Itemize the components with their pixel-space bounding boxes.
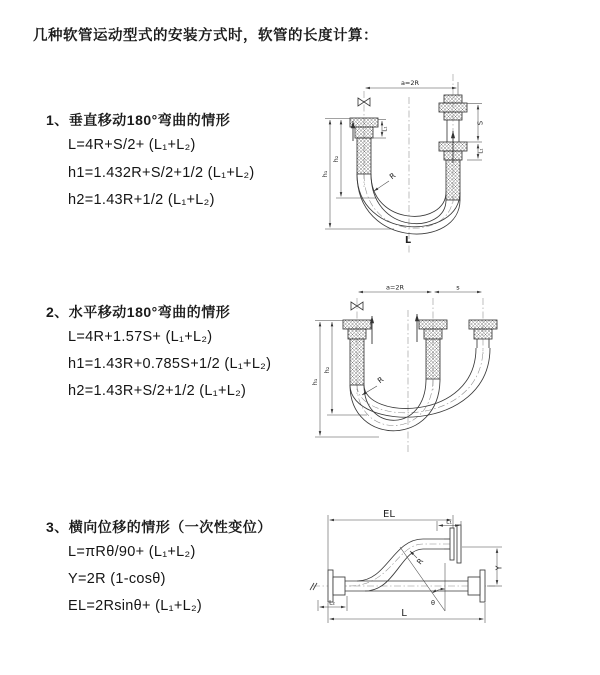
- section-3-formula-2: Y=2R (1-cosθ): [68, 571, 166, 587]
- u-bend-hose: [357, 174, 460, 234]
- page-title: 几种软管运动型式的安装方式时，软管的长度计算：: [33, 28, 378, 44]
- radius-label: R: [414, 556, 426, 567]
- centerline-break-icon: [310, 583, 317, 590]
- length-label: L: [404, 235, 412, 246]
- angle-label: θ: [431, 599, 435, 607]
- right-flange: [468, 570, 485, 602]
- section-1-formula-3: h2=1.43R+1/2 (L₁+L₂): [68, 192, 215, 208]
- left-flange: [328, 570, 345, 602]
- movement-arrows: [372, 314, 417, 344]
- dim-label-y: Y: [494, 565, 504, 571]
- left-hose-end: [343, 320, 371, 385]
- dim-label-h2: h₂: [332, 155, 340, 163]
- dim-label-shift: s: [456, 283, 460, 292]
- dim-label-l1-left: L₁: [382, 126, 389, 132]
- section-3-formula-3: EL=2Rsinθ+ (L₁+L₂): [68, 598, 203, 614]
- section-2-formula-3: h2=1.43R+S/2+1/2 (L₁+L₂): [68, 383, 247, 399]
- section-1-formula-2: h1=1.432R+S/2+1/2 (L₁+L₂): [68, 165, 255, 181]
- section-2-formula-2: h1=1.43R+0.785S+1/2 (L₁+L₂): [68, 356, 272, 372]
- section-3-formula-1: L=πRθ/90+ (L₁+L₂): [68, 544, 196, 560]
- section-1-formula-1: L=4R+S/2+ (L₁+L₂): [68, 137, 196, 153]
- dim-label-stroke: S: [476, 120, 485, 126]
- diagram-horizontal-move-180-bend: [307, 282, 595, 458]
- section-2-formula-1: L=4R+1.57S+ (L₁+L₂): [68, 329, 213, 345]
- angle-construction: [400, 547, 445, 611]
- s-curve-hose: [357, 539, 444, 591]
- left-hose-end: [350, 118, 378, 174]
- dim-label-l1: L₁: [446, 518, 452, 526]
- dim-label-l: L: [401, 608, 407, 619]
- diagram-lateral-displacement: [299, 504, 596, 656]
- section-3-heading: 3、横向位移的情形（一次性变位）: [46, 519, 272, 535]
- dim-label-l2: L₂: [329, 599, 335, 607]
- dim-label-h1: h₁: [311, 378, 319, 386]
- dim-label-l1-right: L₁: [478, 148, 485, 154]
- dimension-lines: [315, 292, 482, 437]
- dim-label-h2: h₂: [323, 366, 331, 374]
- dim-label-span: a=2R: [400, 79, 420, 87]
- section-1-heading: 1、垂直移动180°弯曲的情形: [46, 112, 231, 128]
- dim-label-h1: h₁: [321, 170, 329, 178]
- section-2-heading: 2、水平移动180°弯曲的情形: [46, 304, 231, 320]
- middle-hose-end: [419, 320, 447, 379]
- dimension-lines: [318, 515, 502, 623]
- radius-label: R: [387, 170, 398, 182]
- dim-label-el: EL: [383, 509, 395, 520]
- dim-label-span: a=2R: [385, 283, 405, 292]
- radius-label: R: [375, 374, 386, 386]
- centerlines: [364, 74, 453, 255]
- diagram-vertical-move-180-bend: [312, 71, 590, 257]
